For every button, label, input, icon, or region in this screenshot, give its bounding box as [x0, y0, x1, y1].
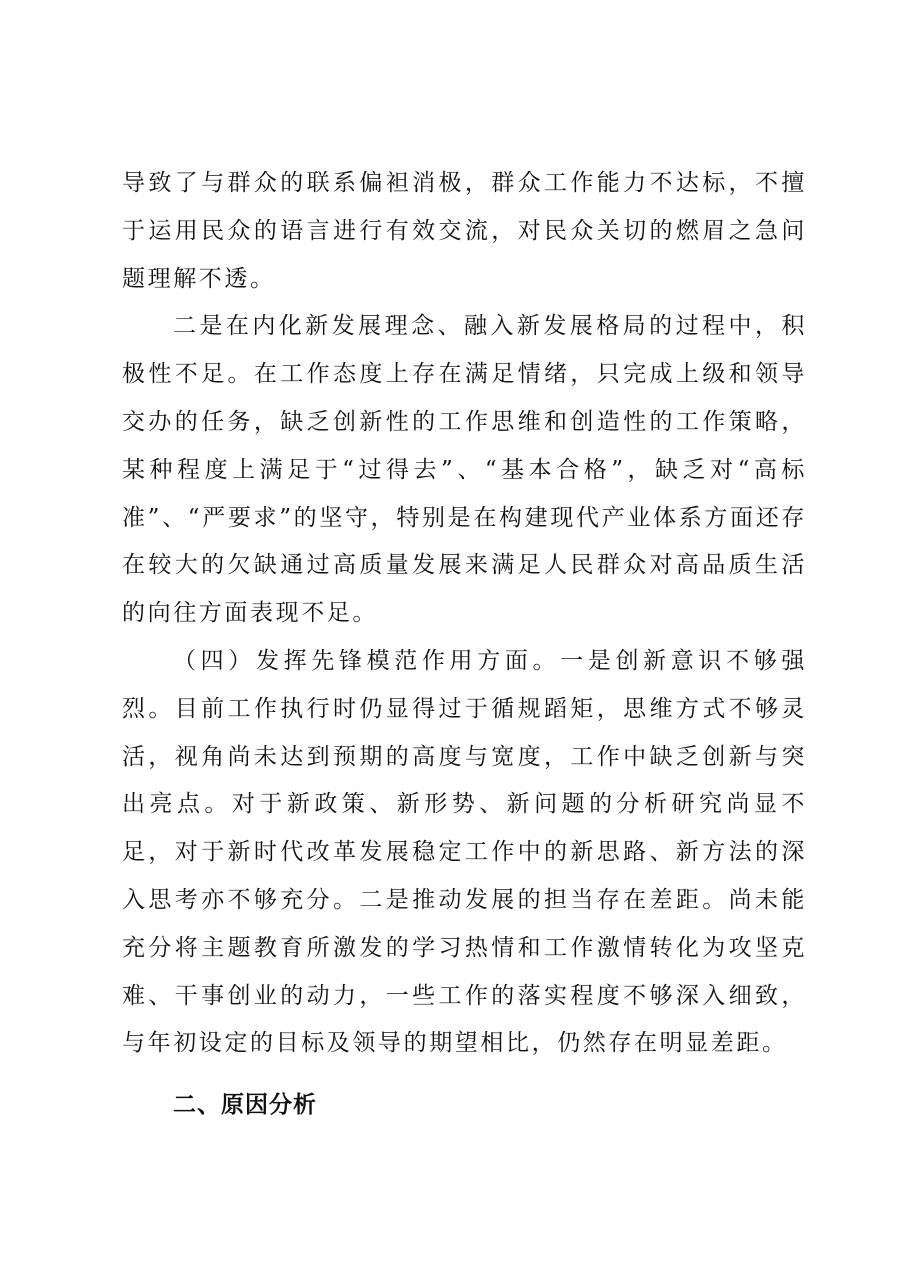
paragraph-section-four: （四）发挥先锋模范作用方面。一是创新意识不够强烈。目前工作执行时仍显得过于循规蹈矩，思维方式不够灵活，视角尚未达到预期的高度与宽度，工作中缺乏创新与突出亮点。对于新政策、新形势、新问题的分析研究尚显不足，对于新时代改革发展稳定工作中的新思路、新方法的深入思考亦不够充分。二是推动发展的担当存在差距。尚未能充分将主题教育所激发的学习热情和工作激情转化为攻坚克难、干事创业的动力，一些工作的落实程度不够深入细致，与年初设定的目标及领导的期望相比，仍然存在明显差距。	[122, 647, 807, 1057]
document-body	[122, 160, 807, 1130]
paragraph-point-two: 二是在内化新发展理念、融入新发展格局的过程中，积极性不足。在工作态度上存在满足情绪，只完成上级和领导交办的任务，缺乏创新性的工作思维和创造性的工作策略，某种程度上满足于“过得去”、“基本合格”，缺乏对“高标准”、“严要求”的坚守，特别是在构建现代产业体系方面还存在较大的欠缺通过高质量发展来满足人民群众对高品质生活的向往方面表现不足。	[122, 313, 807, 627]
section-heading: 二、原因分析	[173, 1092, 317, 1119]
paragraph-continuation: 导致了与群众的联系偏袒消极，群众工作能力不达标，不擅于运用民众的语言进行有效交流，对民众关切的燃眉之急问题理解不透。	[122, 170, 807, 292]
